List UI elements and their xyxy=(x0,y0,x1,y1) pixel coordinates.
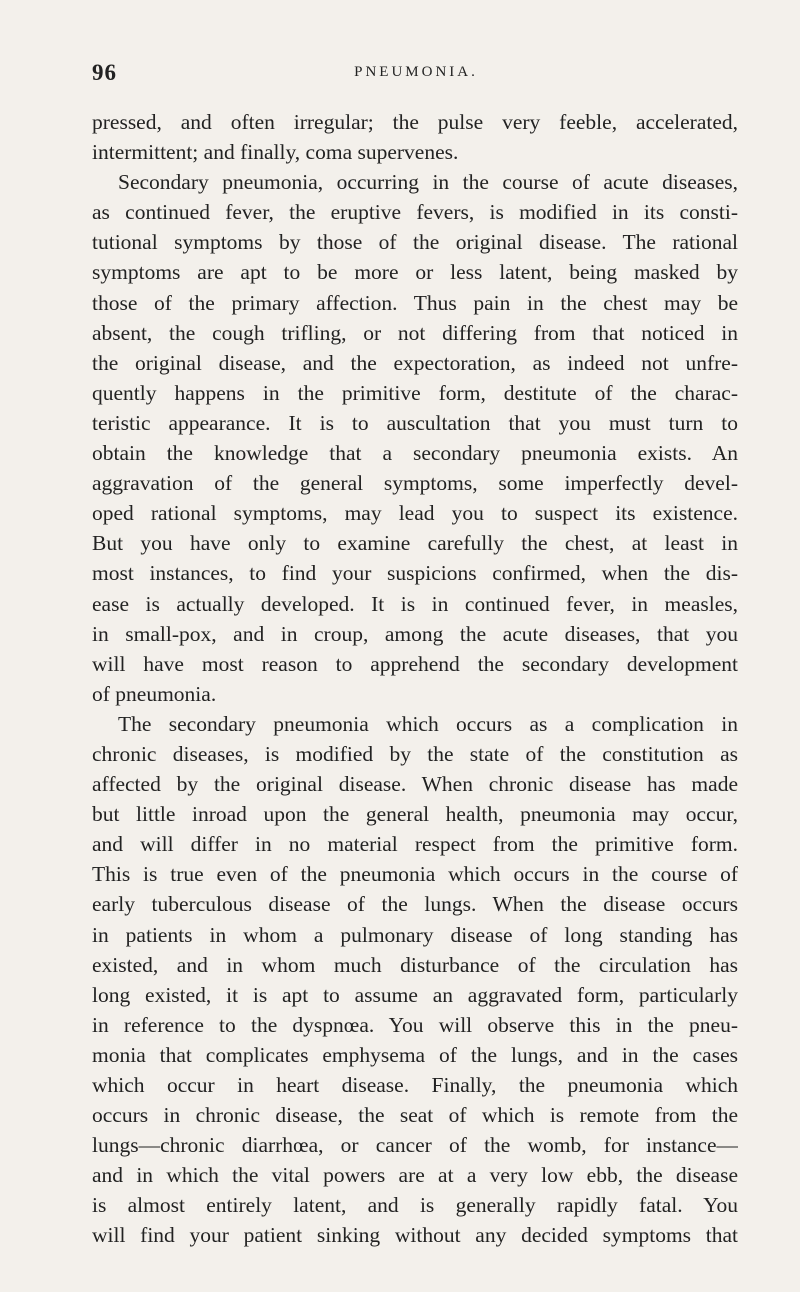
text-line: aggravation of the general symptoms, some imperfectly devel- xyxy=(92,471,738,496)
text-line: Secondary pneumonia, occurring in the course of acute diseases, xyxy=(118,170,738,195)
text-line: ease is actually developed. It is in continued fever, in measles, xyxy=(92,591,738,616)
text-line: This is true even of the pneumonia which occurs in the course of xyxy=(92,862,738,887)
text-line: will find your patient sinking without any decided symptoms that xyxy=(92,1223,738,1248)
text-line: intermittent; and finally, coma supervenes. xyxy=(92,140,459,165)
text-line: those of the primary affection. Thus pain in the chest may be xyxy=(92,290,738,315)
text-line: in patients in whom a pulmonary disease of long standing has xyxy=(92,922,738,947)
text-line: pressed, and often irregular; the pulse very feeble, accelerated, xyxy=(92,110,738,134)
text-line: obtain the knowledge that a secondary pneumonia exists. An xyxy=(92,441,738,466)
text-line: which occur in heart disease. Finally, the pneumonia which xyxy=(92,1073,738,1097)
text-line: of pneumonia. xyxy=(92,681,217,706)
text-line: absent, the cough trifling, or not differing from that noticed in xyxy=(92,320,738,345)
text-line: but little inroad upon the general health, pneumonia may occur, xyxy=(92,802,738,827)
text-line: The secondary pneumonia which occurs as a complication in xyxy=(118,711,738,736)
text-line: is almost entirely latent, and is generally rapidly fatal. You xyxy=(92,1193,738,1218)
text-line: But you have only to examine carefully the chest, at least in xyxy=(92,531,738,556)
text-line: the original disease, and the expectoration, as indeed not unfre- xyxy=(92,350,738,375)
text-line: early tuberculous disease of the lungs. When the disease occurs xyxy=(92,892,738,917)
running-head: PNEUMONIA. xyxy=(354,64,478,80)
text-line: long existed, it is apt to assume an aggravated form, particularly xyxy=(92,982,738,1007)
text-line: and will differ in no material respect from the primitive form. xyxy=(92,832,738,857)
text-line: symptoms are apt to be more or less latent, being masked by xyxy=(92,260,738,285)
text-line: monia that complicates emphysema of the lungs, and in the cases xyxy=(92,1042,738,1067)
text-line: will have most reason to apprehend the secondary development xyxy=(92,651,738,676)
text-line: in reference to the dyspnœa. You will observe this in the pneu- xyxy=(92,1012,738,1037)
text-line: most instances, to find your suspicions confirmed, when the dis- xyxy=(92,561,738,586)
text-line: tutional symptoms by those of the original disease. The rational xyxy=(92,230,738,255)
text-line: lungs—chronic diarrhœa, or cancer of the womb, for instance— xyxy=(92,1133,738,1158)
text-line: oped rational symptoms, may lead you to suspect its existence. xyxy=(92,501,738,526)
text-line: and in which the vital powers are at a very low ebb, the disease xyxy=(92,1163,738,1188)
text-line: quently happens in the primitive form, destitute of the charac- xyxy=(92,380,738,405)
page-number: 96 xyxy=(92,60,117,85)
text-line: as continued fever, the eruptive fevers, is modified in its consti- xyxy=(92,200,738,225)
text-line: chronic diseases, is modified by the state of the constitution as xyxy=(92,741,738,766)
text-line: occurs in chronic disease, the seat of which is remote from the xyxy=(92,1103,738,1128)
body-text xyxy=(92,107,738,1251)
page-header xyxy=(92,60,740,90)
text-line: existed, and in whom much disturbance of the circulation has xyxy=(92,952,738,977)
text-line: in small-pox, and in croup, among the acute diseases, that you xyxy=(92,621,738,646)
text-line: affected by the original disease. When chronic disease has made xyxy=(92,772,738,797)
text-line: teristic appearance. It is to auscultation that you must turn to xyxy=(92,410,738,435)
